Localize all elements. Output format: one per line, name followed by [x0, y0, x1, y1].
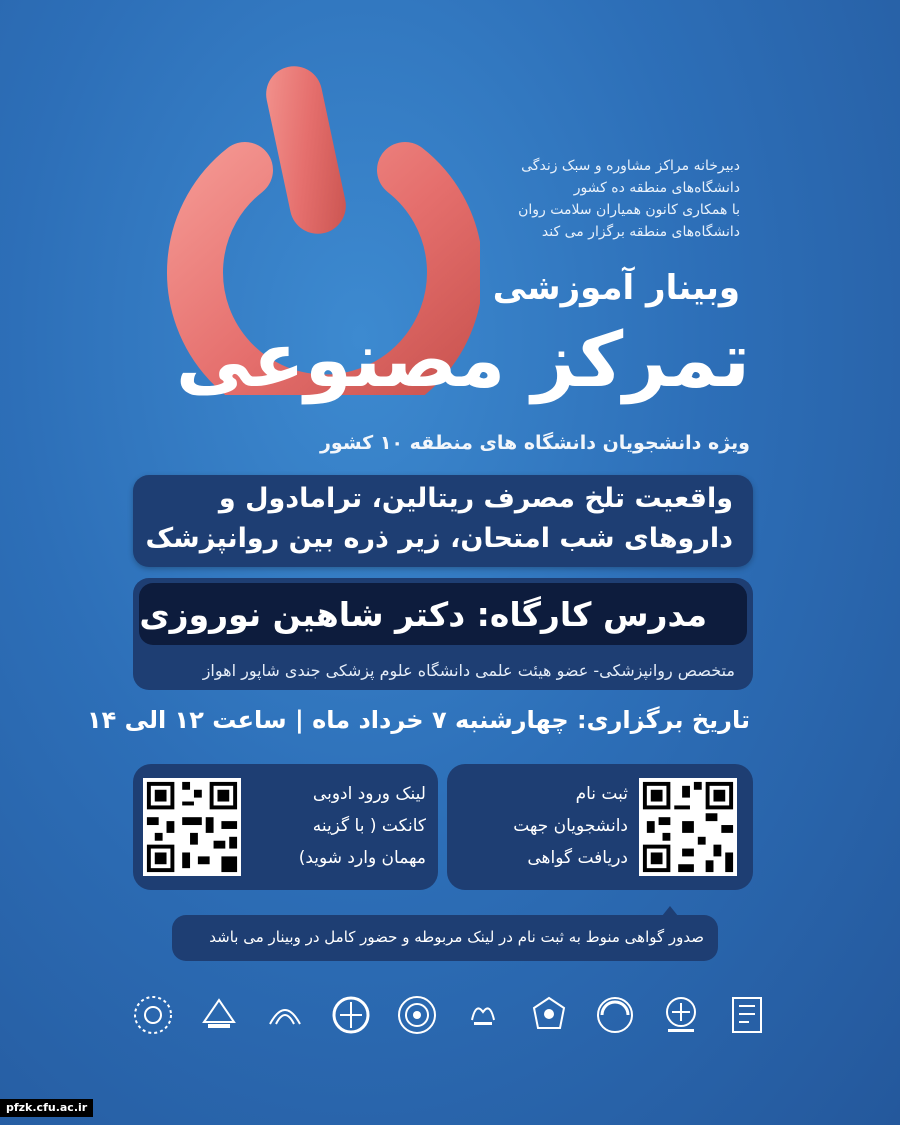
card-line: لینک ورود ادوبی [312, 784, 426, 804]
page-title: تمرکز مصنوعی [175, 315, 750, 404]
instructor-role: متخصص روانپزشکی- عضو هیئت علمی دانشگاه علوم پزشکی جندی شاپور اهواز [202, 661, 735, 680]
schedule-line: تاریخ برگزاری: چهارشنبه ۷ خرداد ماه | ساعت ۱۲ الی ۱۴ [87, 706, 750, 734]
logo-9 [658, 992, 704, 1038]
site-watermark: pfzk.cfu.ac.ir [0, 1099, 93, 1117]
qr-code-icon[interactable] [639, 778, 737, 876]
topic-line: واقعیت تلخ مصرف ریتالین، ترامادول و [218, 483, 733, 514]
webinar-kicker: وبینار آموزشی [492, 268, 740, 308]
intro-line: دبیرخانه مراکز مشاوره و سبک زندگی [521, 158, 740, 174]
certificate-note [172, 915, 718, 961]
card-line: ثبت نام [575, 784, 628, 804]
intro-line: دانشگاه‌های منطقه برگزار می کند [541, 224, 740, 240]
instructor-box [133, 578, 753, 690]
organizer-intro [400, 155, 740, 243]
logo-4 [328, 992, 374, 1038]
topic-box [133, 475, 753, 567]
card-line: دانشجویان جهت [513, 816, 628, 836]
logo-10 [724, 992, 770, 1038]
card-line: مهمان وارد شوید) [298, 848, 426, 868]
card-line: دریافت گواهی [527, 848, 628, 868]
logo-1 [130, 992, 176, 1038]
instructor-name-panel [139, 583, 747, 645]
card-line: کانکت ( با گزینه [312, 816, 426, 836]
certificate-note-text: صدور گواهی منوط به ثبت نام در لینک مربوطه و حضور کامل در وبینار می باشد [209, 928, 704, 946]
registration-card[interactable] [447, 764, 753, 890]
intro-line: با همکاری کانون همیاران سلامت روان [518, 202, 740, 218]
adobe-connect-card[interactable] [133, 764, 438, 890]
audience-subtitle: ویژه دانشجویان دانشگاه های منطقه ۱۰ کشور [319, 432, 750, 454]
adobe-connect-text [299, 778, 426, 874]
logo-5 [394, 992, 440, 1038]
instructor-name: مدرس کارگاه: دکتر شاهین نوروزی [139, 595, 707, 634]
logo-8 [592, 992, 638, 1038]
logo-2 [196, 992, 242, 1038]
logo-7 [526, 992, 572, 1038]
partner-logos [130, 985, 770, 1045]
intro-line: دانشگاه‌های منطقه ده کشور [573, 180, 740, 196]
logo-6 [460, 992, 506, 1038]
topic-line: داروهای شب امتحان، زیر ذره بین روانپزشک [145, 523, 733, 554]
registration-text [513, 778, 628, 874]
logo-3 [262, 992, 308, 1038]
qr-code-icon[interactable] [143, 778, 241, 876]
